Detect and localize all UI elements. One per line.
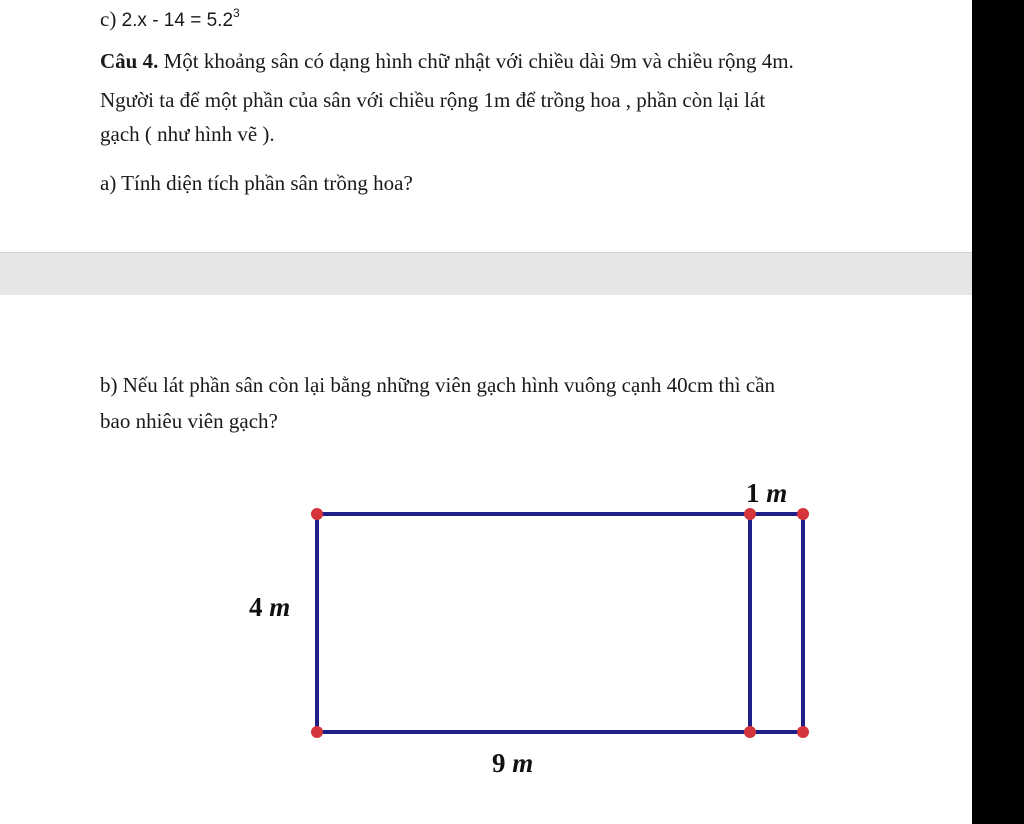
vertex-top-left (311, 508, 323, 520)
question4-line2: Người ta để một phần của sân với chiều rộng 1m để trồng hoa , phần còn lại lát (100, 88, 766, 112)
question4-line3: gạch ( như hình vẽ ). (100, 122, 275, 146)
vertex-bottom-left (311, 726, 323, 738)
question4-text-1: Một khoảng sân có dạng hình chữ nhật với chiều dài 9m và chiều rộng 4m. (163, 49, 794, 73)
yard-outer-rectangle (317, 514, 803, 732)
question4-part-a: a) Tính diện tích phần sân trồng hoa? (100, 171, 413, 195)
vertex-top-right (797, 508, 809, 520)
label-flower-width (746, 478, 787, 508)
question4-title: Câu 4. (100, 49, 159, 73)
label-yard-width-value: 4 (249, 592, 263, 622)
label-yard-length (492, 748, 533, 778)
question4-part-b-line1: b) Nếu lát phần sân còn lại bằng những viên gạch hình vuông cạnh 40cm thì cần (100, 373, 776, 397)
problem-c-label: c) (100, 7, 117, 31)
label-yard-length-value: 9 (492, 748, 506, 778)
equation-base: 2.x - 14 = 5.2 (121, 10, 234, 31)
equation-exponent: 3 (233, 6, 240, 20)
label-flower-width-unit: m (766, 478, 788, 508)
label-yard-length-unit: m (512, 748, 534, 778)
yard-vertices (311, 508, 809, 738)
label-yard-width (249, 592, 290, 622)
vertex-bottom-right (797, 726, 809, 738)
label-yard-width-unit: m (269, 592, 291, 622)
yard-edges (317, 514, 803, 732)
label-flower-width-value: 1 (746, 478, 760, 508)
question4-part-b-line2: bao nhiêu viên gạch? (100, 409, 278, 433)
vertex-top-divider (744, 508, 756, 520)
vertex-bottom-divider (744, 726, 756, 738)
